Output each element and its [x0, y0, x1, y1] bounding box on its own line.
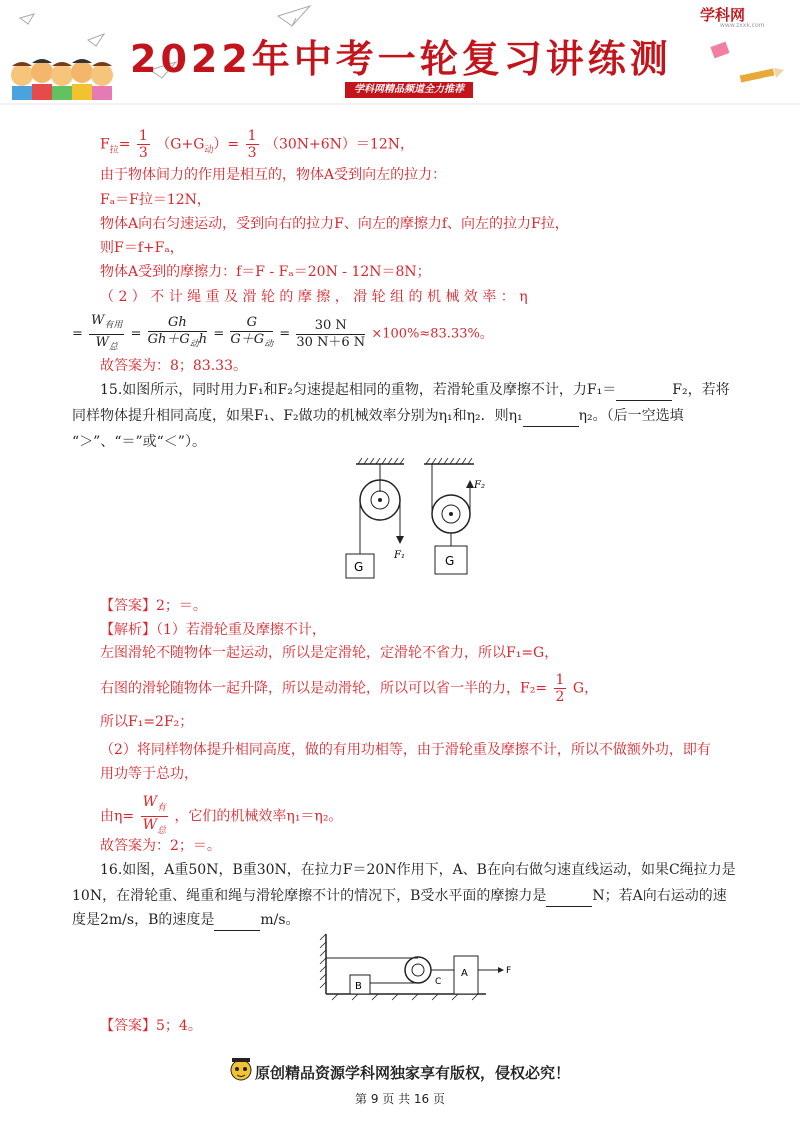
efficiency-formula: = $\frac{W_{有用}}{W_总}$ = $\frac{Gh}{Gh+G_动h}$ = $\frac{G}{G+G_动}$ = $\frac{30 N}{30 N+6 N}$ ×100%≈83.33%。: [72, 313, 493, 353]
pencil-icon: [740, 68, 784, 82]
answer-16: 【答案】5；4。: [100, 1018, 202, 1034]
solution-line-7: （ 2 ） 不 计 绳 重 及 滑 轮 的 摩 擦 ， 滑 轮 组 的 机 械 效 率 ： η: [100, 289, 528, 305]
solution-line-6: 物体A受到的摩擦力：f＝F - Fₐ＝20N - 12N＝8N；: [100, 264, 431, 280]
svg-text:G: G: [354, 560, 364, 574]
svg-text:B: B: [355, 981, 362, 992]
solution-line-2: 由于物体间力的作用是相互的，物体A受到向左的拉力：: [100, 167, 447, 183]
svg-text:C: C: [435, 977, 442, 987]
kids-illustration-icon: [11, 59, 113, 100]
page-number: 第 9 页 共 16 页: [355, 1092, 445, 1106]
analysis-15-line-6: 用功等于总功，: [100, 766, 198, 782]
analysis-15-line-4: 所以F₁=2F₂；: [100, 714, 194, 730]
site-logo-url: www.zxxk.com: [720, 22, 765, 29]
analysis-15-line-1: 【解析】（1）若滑轮重及摩擦不计，: [100, 622, 326, 638]
site-logo[interactable]: 学科网: [700, 6, 746, 24]
answer-15: 【答案】2；＝。: [100, 598, 207, 614]
pulley-c: [405, 957, 431, 983]
solution-line-5: 则F＝f+Fₐ，: [100, 240, 184, 256]
copyright-notice: 原创精品资源学科网独家享有版权，侵权必究！: [255, 1064, 571, 1082]
mascot-icon: [228, 1054, 254, 1084]
solution-line-3: Fₐ＝F拉＝12N，: [100, 192, 211, 208]
pulley-diagram: [340, 458, 500, 584]
analysis-15-line-3: 右图的滑轮随物体一起升降，所以是动滑轮，所以可以省一半的力，F₂= $\frac{1}{2}$ G，: [100, 672, 599, 705]
answer-blank[interactable]: [214, 910, 260, 931]
question-15-line-1: 15.如图所示，同时用力F₁和F₂匀速提起相同的重物，若滑轮重及摩擦不计，力F₁＝ F₂，若将: [100, 380, 730, 401]
answer-blank[interactable]: [523, 406, 579, 427]
svg-text:F₂: F₂: [474, 480, 485, 491]
solution-line-4: 物体A向右匀速运动，受到向右的拉力F、向左的摩擦力f、向左的拉力F拉，: [100, 216, 569, 232]
analysis-15-line-5: （2）将同样物体提升相同高度，做的有用功相等，由于滑轮重及摩擦不计，所以不做额外功，即有: [100, 742, 711, 758]
question-15-line-3: “＞”、“＝”或“＜”）。: [72, 434, 206, 450]
svg-text:F: F: [506, 966, 512, 976]
header-tagline: 学科网精品频道全力推荐: [345, 82, 473, 98]
answer-blank[interactable]: [616, 380, 672, 401]
question-16-line-3: 度是2m/s，B的速度是 m/s。: [72, 910, 300, 931]
answer-blank[interactable]: [546, 886, 592, 907]
question-15-line-2: 同样物体提升相同高度，如果F₁、F₂做功的机械效率分别为η₁和η₂．则η₁ η₂。（后一空选填: [72, 406, 684, 427]
question-16-line-1: 16.如图，A重50N，B重30N，在拉力F＝20N作用下，A、B在向右做匀速直线运动，如果C绳拉力是: [100, 862, 736, 878]
analysis-15-line-7: 由η= $\frac{W_有}{W_总}$ ，它们的机械效率η₁＝η₂。: [100, 794, 343, 836]
page-header: [0, 0, 800, 112]
svg-text:F₁: F₁: [394, 550, 405, 561]
svg-text:G: G: [445, 554, 455, 568]
question-16-line-2: 10N，在滑轮重、绳重和绳与滑轮摩擦不计的情况下，B受水平面的摩擦力是 N；若A向右运动的速: [72, 886, 727, 907]
svg-text:A: A: [461, 968, 468, 979]
solution-line-1: $F_拉=$ $\frac{1}{3}$ $(G+G_动)=$ $\frac{1}{3}$ （30N+6N）＝12N，: [100, 128, 415, 161]
analysis-15-line-2: 左图滑轮不随物体一起运动，所以是定滑轮，定滑轮不省力，所以F₁=G，: [100, 645, 559, 661]
eraser-icon: [710, 42, 729, 59]
pulley-block-diagram: [318, 930, 528, 1002]
page-title: 2022年中考一轮复习讲练测: [130, 37, 672, 81]
analysis-15-line-8: 故答案为：2；＝。: [100, 838, 221, 854]
solution-answer-14: 故答案为：8；83.33。: [100, 358, 247, 374]
